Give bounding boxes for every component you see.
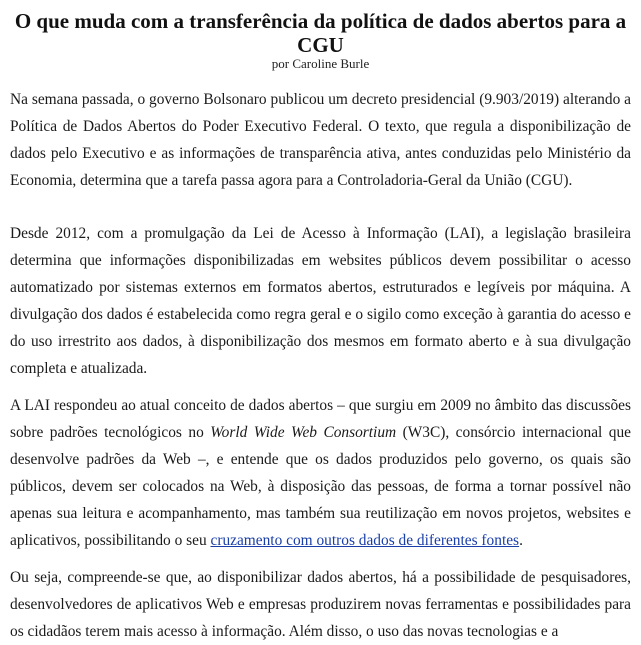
paragraph-3-text-c: . <box>519 532 523 549</box>
paragraph-3 <box>10 392 631 554</box>
paragraph-3-text-a: A LAI respondeu ao atual conceito de dados abertos – que surgiu em 2009 no âmbito das discussões sobre padrões tecnológicos no <box>10 397 631 441</box>
paragraph-4: Ou seja, compreende-se que, ao disponibilizar dados abertos, há a possibilidade de pesquisadores, desenvolvedores de aplicativos Web e empresas produzirem novas ferramentas e possibilidades para os cidadãos terem mais acesso à informação. Além disso, o uso das novas tecnologias e a <box>10 569 631 640</box>
article-title: O que muda com a transferência da política de dados abertos para a CGU <box>14 9 627 57</box>
paragraph-3-emphasis: World Wide Web Consortium <box>210 424 397 441</box>
article-byline: por Caroline Burle <box>271 56 370 71</box>
paragraph-2: Desde 2012, com a promulgação da Lei de Acesso à Informação (LAI), a legislação brasileira determina que informações disponibilizadas em websites públicos devem possibilitar o acesso automatizado por sistemas externos em formatos abertos, estruturados e legíveis por máquina. A divulgação dos dados é estabelecida como regra geral e o sigilo como exceção à garantia do acesso e do uso irrestrito aos dados, à disponibilização dos mesmos em formato aberto e à sua divulgação completa e atualizada. <box>10 225 631 377</box>
paragraph-3-text-b: (W3C), consórcio internacional que desenvolve padrões da Web –, e entende que os dados produzidos pelo governo, os quais são públicos, devem ser colocados na Web, à disposição das pessoas, de forma a tornar possível não apenas sua leitura e acompanhamento, mas também sua reutilização em novos projetos, websites e aplicativos, possibilitando o seu <box>10 424 631 549</box>
cross-data-link[interactable]: cruzamento com outros dados de diferentes fontes <box>210 532 520 549</box>
paragraph-1: Na semana passada, o governo Bolsonaro publicou um decreto presidencial (9.903/2019) alterando a Política de Dados Abertos do Poder Executivo Federal. O texto, que regula a disponibilização de dados pelo Executivo e as informações de transparência ativa, antes conduzidas pelo Ministério da Economia, determina que a tarefa passa agora para a Controladoria-Geral da União (CGU). <box>10 91 631 189</box>
